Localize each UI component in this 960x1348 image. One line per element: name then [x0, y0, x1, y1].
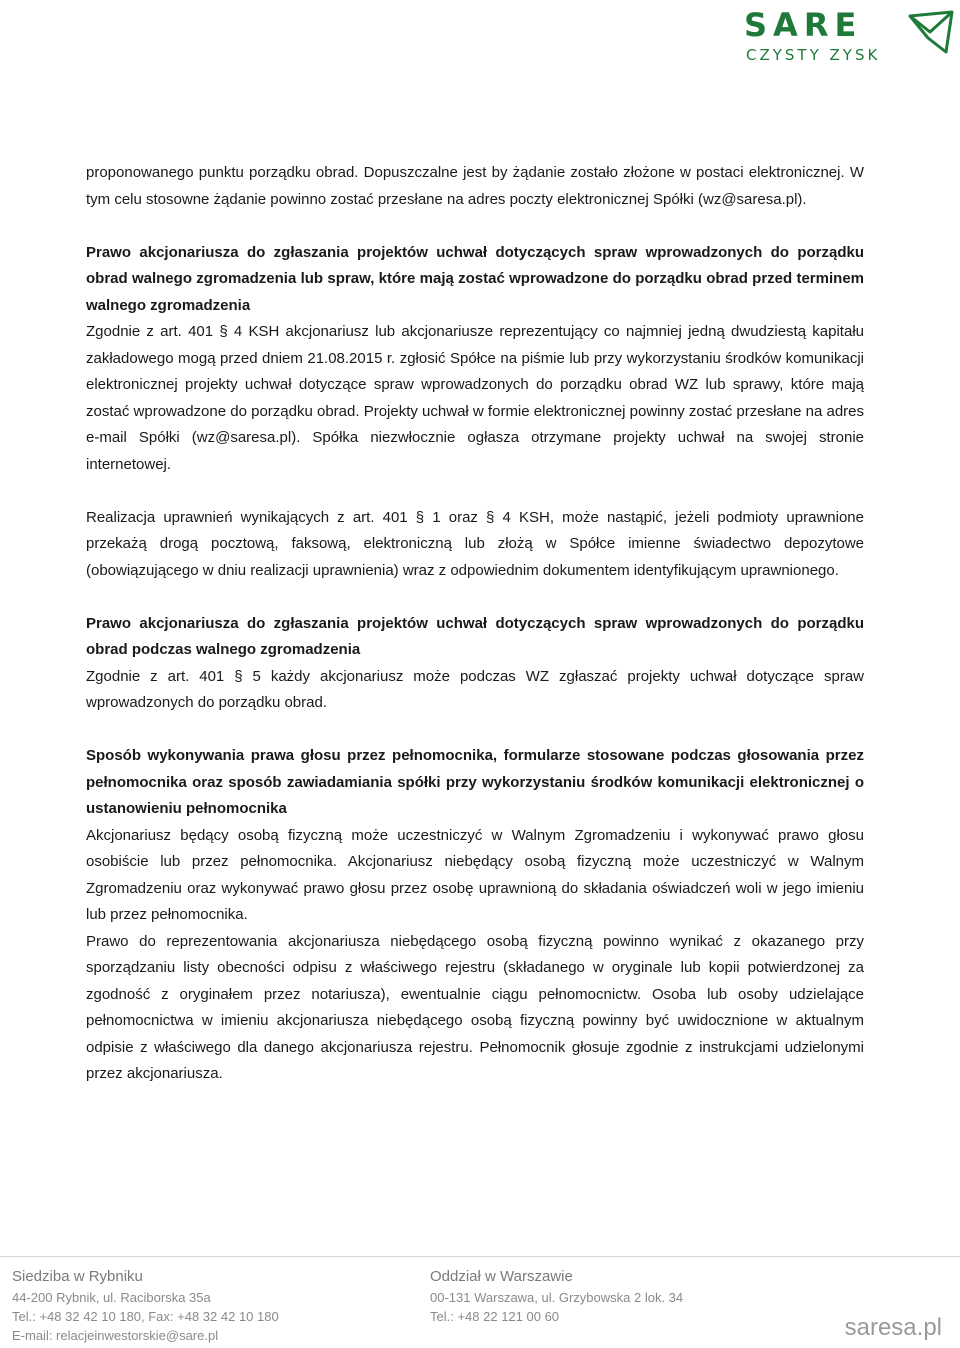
paragraph-proxy-legal-entity: Prawo do reprezentowania akcjonariusza niebędącego osobą fizyczną powinno wynikać z okazanego przy sporządzaniu listy obecności odpisu z właściwego rejestru (składanego w oryginale lub kopii potwierdzonej za zgodność z oryginałem przez notariusza), ewentualnie ciągu pełnomocnictw. Osoba lub osoby udzielające pełnomocnictwa w imieniu akcjonariusza niebędącego osobą fizyczną powinny być uwidocznione w aktualnym odpisie z właściwego dla danego akcjonariusza rejestru. Pełnomocnik głosuje zgodnie z instrukcjami udzielonymi przez akcjonariusza. — [86, 932, 864, 1082]
footer-branch-phone: Tel.: +48 22 121 00 60 — [430, 1309, 560, 1324]
company-logo — [742, 6, 954, 68]
document-body — [86, 160, 864, 1088]
logo-wordmark: SARE — [744, 6, 863, 44]
footer-branch — [430, 1266, 683, 1326]
heading-proxy-voting: Sposób wykonywania prawa głosu przez pełnomocnika, formularze stosowane podczas głosowania przez pełnomocnika oraz sposób zawiadamiania spółki przy wykorzystaniu środków komunikacji elektronicznej o ustanowieniu pełnomocnika — [86, 747, 864, 817]
heading-draft-resolutions-during: Prawo akcjonariusza do zgłaszania projektów uchwał dotyczących spraw wprowadzonych do porządku obrad podczas walnego zgromadzenia — [86, 614, 864, 658]
footer-divider — [0, 1256, 960, 1257]
envelope-logo-icon — [908, 8, 954, 54]
paragraph-art-401-5: Zgodnie z art. 401 § 5 każdy akcjonariusz może podczas WZ zgłaszać projekty uchwał dotyczące spraw wprowadzonych do porządku obrad. — [86, 667, 864, 711]
logo-tagline: CZYSTY ZYSK — [746, 46, 881, 64]
footer-headquarters — [12, 1266, 279, 1345]
paragraph-proxy-natural-person: Akcjonariusz będący osobą fizyczną może uczestniczyć w Walnym Zgromadzeniu i wykonywać prawo głosu osobiście lub przez pełnomocnika. Akcjonariusz niebędący osobą fizyczną może uczestniczyć w Walnym Zgromadzeniu oraz wykonywać prawo głosu przez osobę uprawnioną do składania oświadczeń woli w jego imieniu lub przez pełnomocnika. — [86, 826, 864, 923]
footer-hq-phone: Tel.: +48 32 42 10 180, Fax: +48 32 42 10 180 — [12, 1309, 279, 1324]
footer-hq-email: E-mail: relacjeinwestorskie@sare.pl — [12, 1328, 219, 1343]
paragraph-realization-rights: Realizacja uprawnień wynikających z art. 401 § 1 oraz § 4 KSH, może nastąpić, jeżeli podmioty uprawnione przekażą drogą pocztową, faksową, elektroniczną lub złożą w Spółce imienne świadectwo depozytowe (obowiązującego w dniu realizacji uprawnienia) wraz z odpowiednim dokumentem identyfikującym uprawnionego. — [86, 508, 864, 579]
footer-branch-title: Oddział w Warszawie — [430, 1268, 573, 1285]
footer-branch-address: 00-131 Warszawa, ul. Grzybowska 2 lok. 34 — [430, 1290, 684, 1305]
footer-website: saresa.pl — [844, 1314, 942, 1341]
footer-hq-address: 44-200 Rybnik, ul. Raciborska 35a — [12, 1290, 211, 1305]
paragraph-request-continuation: proponowanego punktu porządku obrad. Dopuszczalne jest by żądanie zostało złożone w postaci elektronicznej. W tym celu stosowne żądanie powinno zostać przesłane na adres poczty elektronicznej Spółki (wz@saresa.pl). — [86, 164, 864, 208]
paragraph-art-401-4: Zgodnie z art. 401 § 4 KSH akcjonariusz lub akcjonariusze reprezentujący co najmniej jedną dwudziestą kapitału zakładowego mogą przed dniem 21.08.2015 r. zgłosić Spółce na piśmie lub przy wykorzystaniu środków komunikacji elektronicznej projekty uchwał dotyczące spraw wprowadzonych do porządku obrad WZ lub sprawy, które mają zostać wprowadzone do porządku obrad. Projekty uchwał w formie elektronicznej powinny zostać przesłane na adres e-mail Spółki (wz@saresa.pl). Spółka niezwłocznie ogłasza otrzymane projekty uchwał na swojej stronie internetowej. — [86, 323, 864, 473]
footer-hq-title: Siedziba w Rybniku — [12, 1268, 143, 1285]
heading-draft-resolutions-before: Prawo akcjonariusza do zgłaszania projektów uchwał dotyczących spraw wprowadzonych do porządku obrad walnego zgromadzenia lub spraw, które mają zostać wprowadzone do porządku obrad przed terminem walnego zgromadzenia — [86, 243, 864, 314]
